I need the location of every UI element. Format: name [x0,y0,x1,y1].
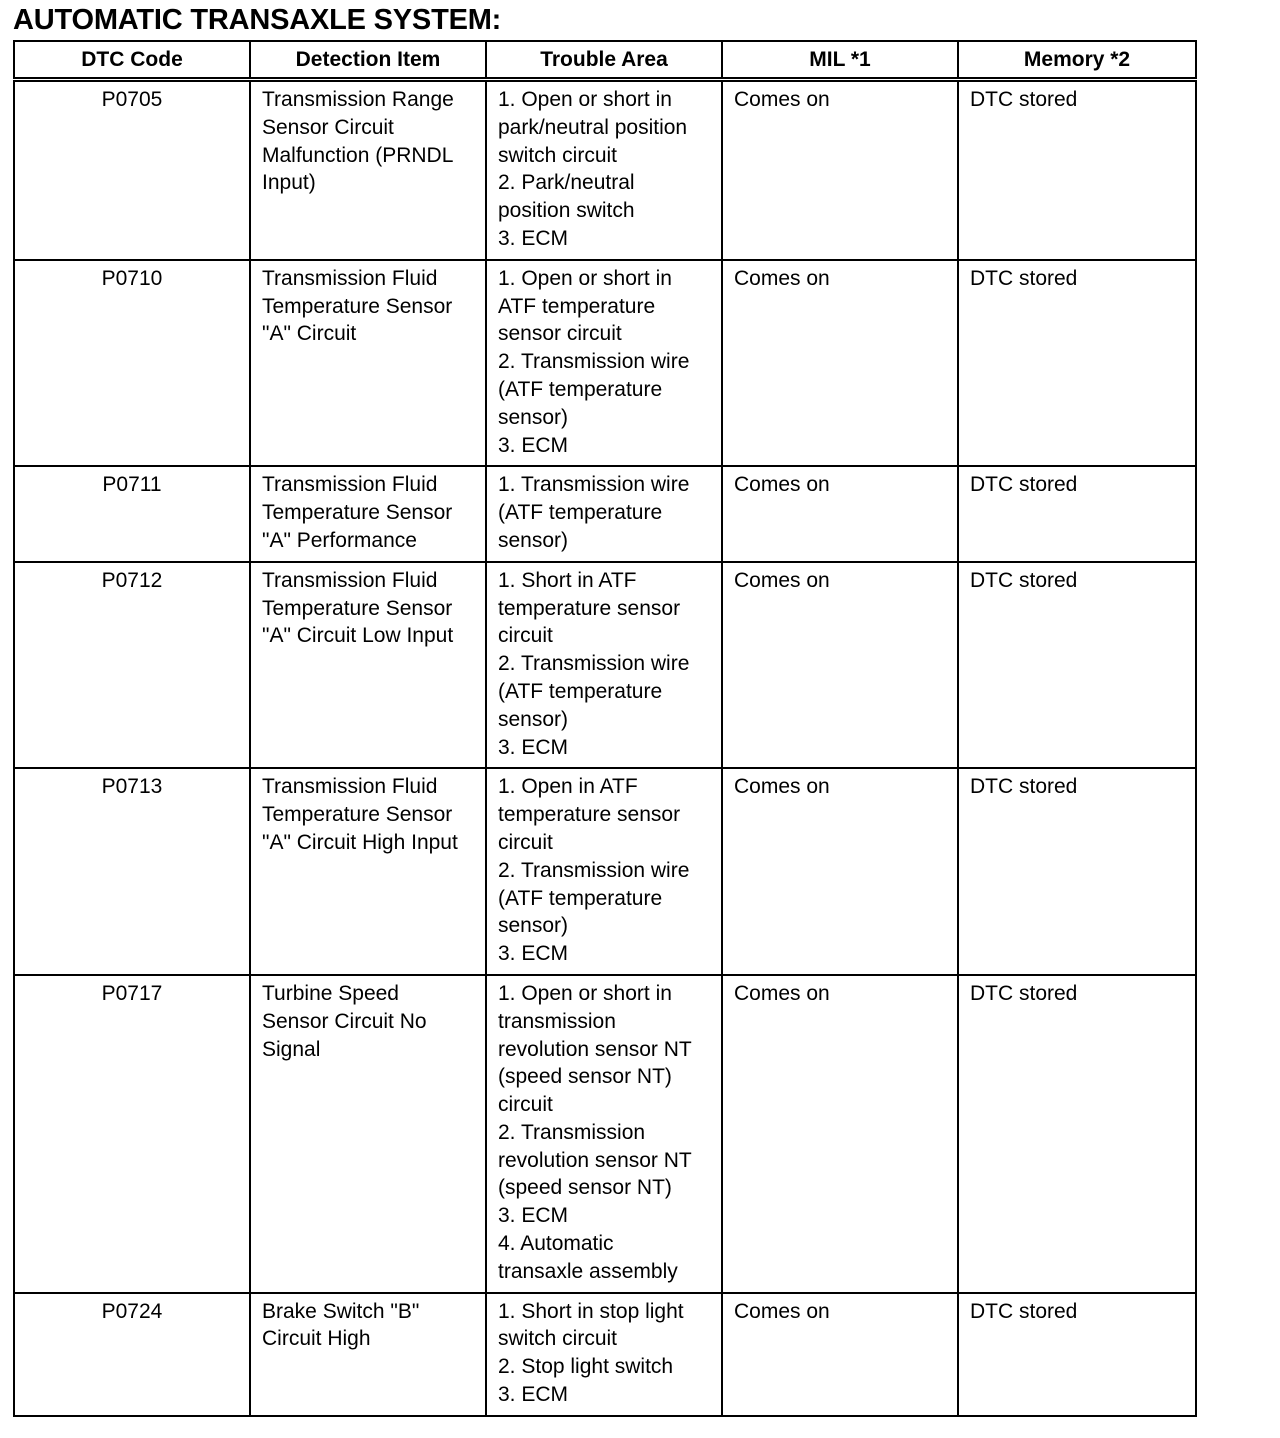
table-row [14,260,1196,467]
dtc-code-cell: P0711 [14,466,250,561]
memory-cell: DTC stored [958,768,1196,975]
mil-cell: Comes on [722,260,958,467]
memory-cell: DTC stored [958,80,1196,260]
trouble-area-cell: 1. Open or short in park/neutral position switch circuit 2. Park/neutral position switch 3. ECM [486,80,722,260]
trouble-area-cell: 1. Short in stop light switch circuit 2. Stop light switch 3. ECM [486,1293,722,1416]
detection-item-cell: Brake Switch "B" Circuit High [250,1293,486,1416]
column-header-dtc-code: DTC Code [14,41,250,80]
column-header-mil: MIL *1 [722,41,958,80]
detection-item-cell: Transmission Fluid Temperature Sensor "A" Circuit High Input [250,768,486,975]
memory-cell: DTC stored [958,975,1196,1293]
mil-cell: Comes on [722,466,958,561]
detection-item-cell: Transmission Fluid Temperature Sensor "A" Circuit Low Input [250,562,486,769]
dtc-code-cell: P0724 [14,1293,250,1416]
dtc-code-cell: P0710 [14,260,250,467]
table-row [14,975,1196,1293]
table-row [14,1293,1196,1416]
column-header-trouble-area: Trouble Area [486,41,722,80]
trouble-area-cell: 1. Open or short in transmission revolution sensor NT (speed sensor NT) circuit 2. Transmission revolution sensor NT (speed sensor NT) 3. ECM 4. Automatic transaxle assembly [486,975,722,1293]
dtc-code-cell: P0713 [14,768,250,975]
table-row [14,80,1196,260]
mil-cell: Comes on [722,975,958,1293]
table-row [14,562,1196,769]
page-title: AUTOMATIC TRANSAXLE SYSTEM: [13,4,502,36]
detection-item-cell: Transmission Range Sensor Circuit Malfunction (PRNDL Input) [250,80,486,260]
trouble-area-cell: 1. Open or short in ATF temperature sensor circuit 2. Transmission wire (ATF temperature sensor) 3. ECM [486,260,722,467]
memory-cell: DTC stored [958,466,1196,561]
mil-cell: Comes on [722,768,958,975]
header-row [14,41,1196,80]
detection-item-cell: Transmission Fluid Temperature Sensor "A" Performance [250,466,486,561]
column-header-memory: Memory *2 [958,41,1196,80]
mil-cell: Comes on [722,80,958,260]
trouble-area-cell: 1. Short in ATF temperature sensor circuit 2. Transmission wire (ATF temperature sensor) 3. ECM [486,562,722,769]
dtc-code-cell: P0712 [14,562,250,769]
memory-cell: DTC stored [958,562,1196,769]
detection-item-cell: Transmission Fluid Temperature Sensor "A" Circuit [250,260,486,467]
mil-cell: Comes on [722,1293,958,1416]
table-row [14,466,1196,561]
detection-item-cell: Turbine Speed Sensor Circuit No Signal [250,975,486,1293]
dtc-code-cell: P0705 [14,80,250,260]
table-row [14,768,1196,975]
memory-cell: DTC stored [958,260,1196,467]
trouble-area-cell: 1. Transmission wire (ATF temperature sensor) [486,466,722,561]
dtc-table [13,40,1197,1417]
dtc-code-cell: P0717 [14,975,250,1293]
column-header-detection-item: Detection Item [250,41,486,80]
mil-cell: Comes on [722,562,958,769]
trouble-area-cell: 1. Open in ATF temperature sensor circuit 2. Transmission wire (ATF temperature sensor) 3. ECM [486,768,722,975]
memory-cell: DTC stored [958,1293,1196,1416]
